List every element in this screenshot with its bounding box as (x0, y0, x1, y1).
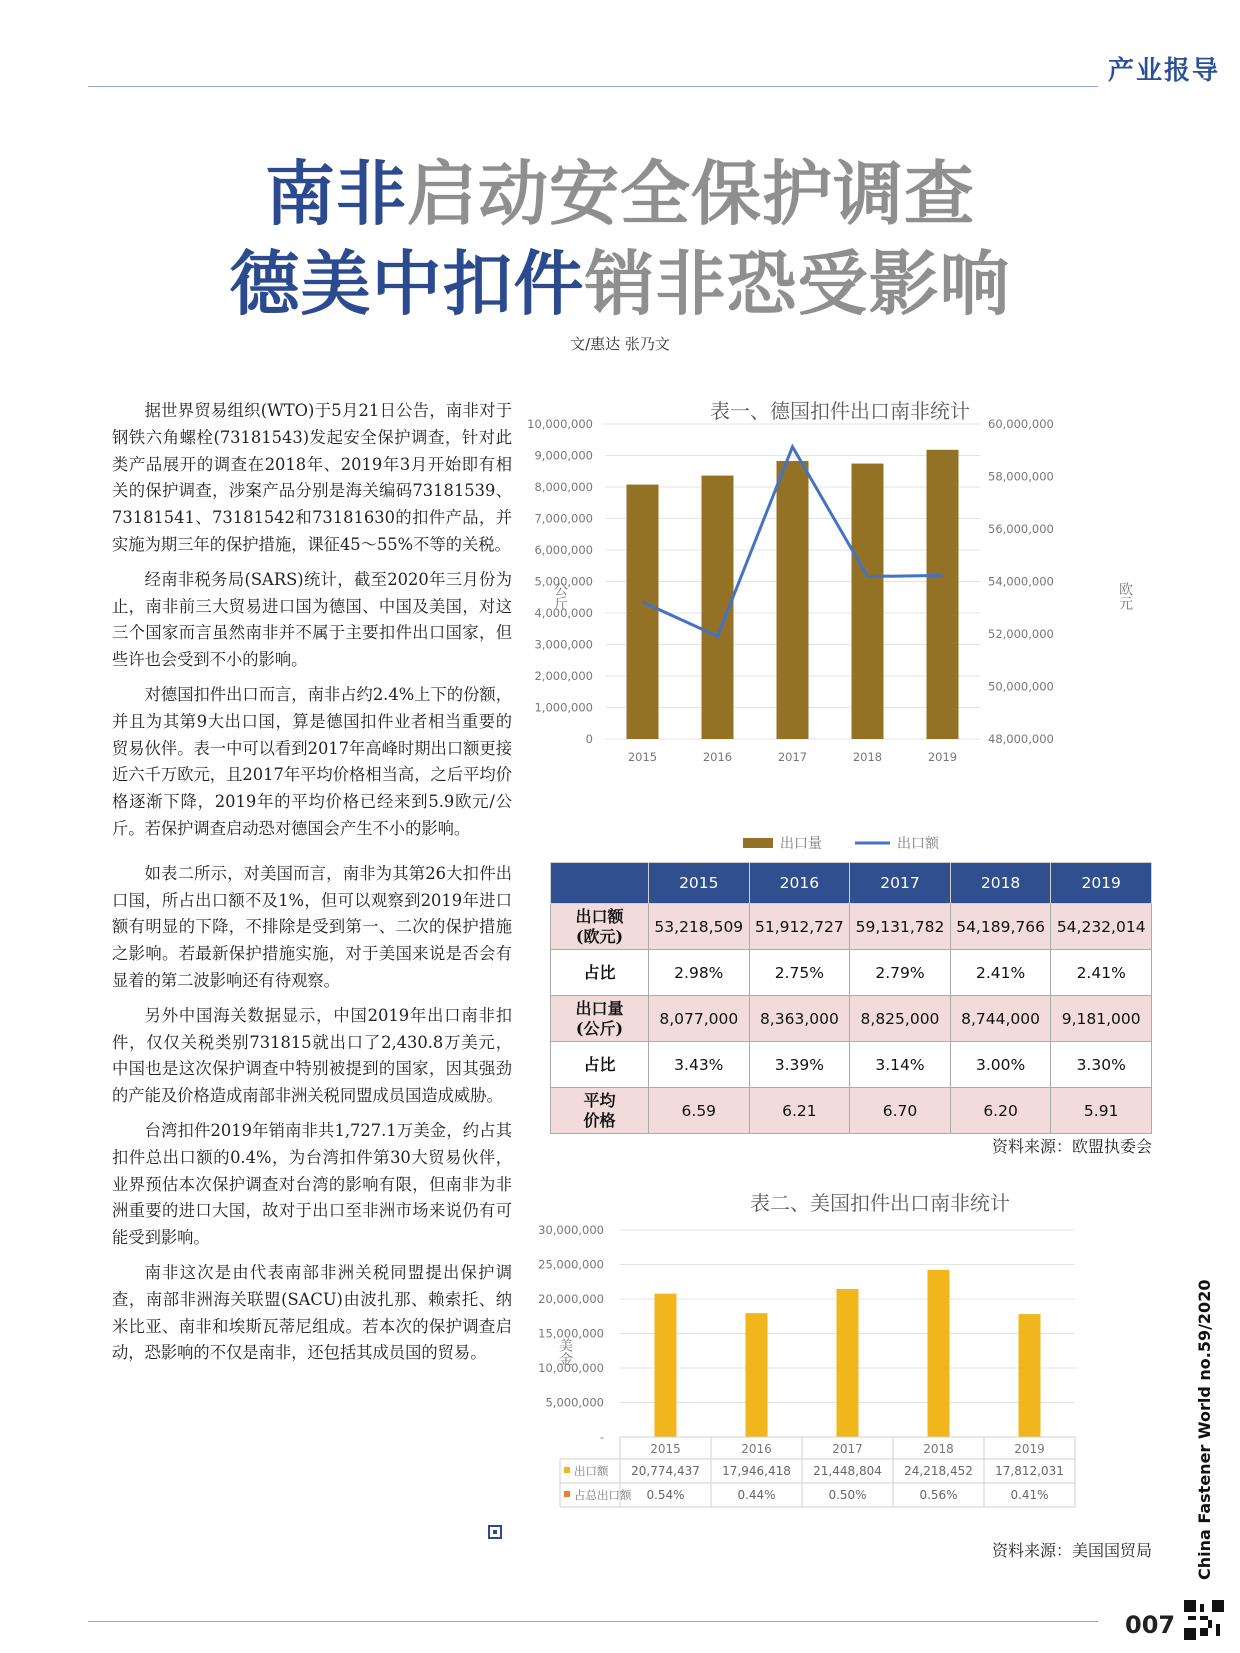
article-paragraph: 南非这次是由代表南部非洲关税同盟提出保护调查，南部非洲海关联盟(SACU)由波扎那、赖索托、纳米比亚、南非和埃斯瓦蒂尼组成。若本次的保护调查启动，恐影响的不仅是南非，还包括其成员国的贸易。 (112, 1262, 512, 1363)
table-cell: 8,744,000 (950, 996, 1051, 1042)
y-tick-label: 2,000,000 (534, 669, 593, 683)
table-cell: 17,812,031 (995, 1464, 1064, 1478)
page-number: 007 (1125, 1611, 1176, 1639)
article-paragraph: 台湾扣件2019年销南非共1,727.1万美金，约占其扣件总出口额的0.4%，为台湾扣件第30大贸易伙伴，业界预估本次保护调查对台湾的影响有限，但南非为非洲重要的进口大国，故对于出口至非洲市场来说仍有可能受到影响。 (112, 1120, 512, 1248)
table-cell: 2.41% (1051, 950, 1152, 996)
headline-2-highlight: 德美中扣件 (229, 242, 585, 325)
table-cell: 3.39% (749, 1042, 850, 1088)
table-row (551, 1088, 1152, 1134)
source-note-table1: 资料来源：欧盟执委会 (991, 1137, 1152, 1156)
table-cell: 9,181,000 (1051, 996, 1152, 1042)
section-label: 产业报导 (1107, 56, 1220, 86)
y-tick-label: 4,000,000 (534, 606, 593, 620)
table-cell: 3.14% (850, 1042, 951, 1088)
table-corner (551, 863, 649, 904)
headline-line-1 (0, 138, 1240, 239)
x-tick-label: 2018 (852, 750, 883, 764)
y-tick-label: 10,000,000 (538, 1361, 604, 1375)
article-paragraph: 另外中国海关数据显示，中国2019年出口南非扣件，仅仅关税类别731815就出口了2,430.8万美元，中国也是这次保护调查中特别被提到的国家，因其强劲的产能及价格造成南部非洲关税同盟成员国造成威胁。 (112, 1005, 512, 1106)
bar-us-export-value (655, 1294, 677, 1437)
y-tick-label: 8,000,000 (534, 480, 593, 494)
table-cell: 6.59 (649, 1088, 750, 1134)
table-cell: 0.54% (646, 1488, 685, 1502)
y-tick-label: 7,000,000 (534, 511, 593, 526)
x-tick-label: 2017 (832, 1442, 863, 1456)
table-header-row (551, 863, 1152, 904)
table-cell: 0.50% (828, 1488, 867, 1502)
table-col-header: 2018 (950, 863, 1051, 904)
footer-rule (88, 1621, 1098, 1622)
x-tick-label: 2019 (927, 750, 958, 764)
x-tick-label: 2015 (627, 750, 658, 764)
table-col-header: 2015 (649, 863, 750, 904)
y2-tick-label: 60,000,000 (988, 417, 1054, 431)
table-row (551, 1042, 1152, 1088)
bar-us-export-value (746, 1313, 768, 1437)
y2-tick-label: 48,000,000 (988, 732, 1054, 746)
y-tick-label: 6,000,000 (534, 543, 593, 557)
table-row (551, 904, 1152, 950)
table-cell: 0.44% (737, 1488, 776, 1502)
article-paragraph: 据世界贸易组织(WTO)于5月21日公告，南非对于钢铁六角螺栓(73181543)发起安全保护调查，针对此类产品展开的调查在2018年、2019年3月开始即有相关的保护调查，涉案产品分别是海关编码73181539、73181541、73181542和73181630的扣件产品，并实施为期三年的保护措施，课征45～55%不等的关税。 (112, 401, 512, 554)
table-cell: 6.20 (950, 1088, 1051, 1134)
chart-us-exports (538, 1180, 1170, 1530)
legend-bar-swatch (743, 838, 773, 848)
chart2-ylabel: 美金 (557, 1338, 573, 1366)
bar-export-volume (777, 461, 809, 739)
table-cell: 3.30% (1051, 1042, 1152, 1088)
article-body (112, 398, 512, 1375)
y-tick-label: - (599, 1430, 604, 1444)
table-cell: 59,131,782 (850, 904, 951, 950)
table-row-label: 占总出口额 (574, 1488, 632, 1502)
legend-bar-label: 出口量 (780, 836, 822, 852)
table-cell: 2.79% (850, 950, 951, 996)
legend-swatch (564, 1467, 570, 1473)
chart2-title: 表二、美国扣件出口南非统计 (750, 1191, 1010, 1215)
legend-line-label: 出口额 (897, 836, 939, 852)
legend-swatch (564, 1491, 570, 1497)
y-tick-label: 30,000,000 (538, 1223, 604, 1237)
x-tick-label: 2019 (1014, 1442, 1045, 1456)
byline: 文/惠达 张乃文 (570, 335, 670, 353)
chart-germany-exports (527, 392, 1190, 857)
table-cell: 51,912,727 (749, 904, 850, 950)
table-cell: 0.41% (1010, 1488, 1049, 1502)
article-paragraph: 如表二所示，对美国而言，南非为其第26大扣件出口国，所占出口额不及1%，但可以观察到2019年进口额有明显的下降，不排除是受到第一、二次的保护措施之影响。若最新保护措施实施，对于美国来说是否会有显着的第二波影响还有待观察。 (112, 863, 512, 990)
x-tick-label: 2016 (702, 750, 733, 764)
table-cell: 21,448,804 (813, 1464, 882, 1478)
end-mark-icon (488, 1525, 502, 1539)
table-cell: 2.98% (649, 950, 750, 996)
table-cell: 54,189,766 (950, 904, 1051, 950)
article-paragraph: 对德国扣件出口而言，南非占约2.4%上下的份额，并且为其第9大出口国，算是德国扣件业者相当重要的贸易伙伴。表一中可以看到2017年高峰时期出口额更接近六千万欧元，且2017年平均价格相当高，之后平均价格逐渐下降，2019年的平均价格已经来到5.9欧元/公斤。若保护调查启动恐对德国会产生不小的影响。 (112, 684, 512, 838)
table-row (551, 950, 1152, 996)
y-tick-label: 20,000,000 (538, 1292, 604, 1306)
bar-us-export-value (928, 1270, 950, 1437)
y-tick-label: 10,000,000 (527, 417, 593, 431)
chart1-title: 表一、德国扣件出口南非统计 (710, 399, 970, 423)
table-cell: 8,077,000 (649, 996, 750, 1042)
y2-tick-label: 56,000,000 (988, 522, 1054, 536)
y-tick-label: 25,000,000 (538, 1257, 604, 1272)
y-tick-label: 9,000,000 (534, 448, 593, 463)
table-cell: 3.00% (950, 1042, 1051, 1088)
y-tick-label: 0 (585, 732, 593, 746)
x-tick-label: 2016 (741, 1442, 772, 1456)
table-row-label: 出口额 (欧元) (551, 904, 649, 950)
table-cell: 5.91 (1051, 1088, 1152, 1134)
y-tick-label: 1,000,000 (534, 700, 593, 715)
headline-1-rest: 启动安全保护调查 (407, 152, 975, 235)
y-tick-label: 5,000,000 (545, 1395, 604, 1410)
table-row-label: 出口量 (公斤) (551, 996, 649, 1042)
table-cell: 8,825,000 (850, 996, 951, 1042)
table-row-label: 占比 (551, 1042, 649, 1088)
y-tick-label: 15,000,000 (538, 1326, 604, 1341)
chart1-ylabel: 公斤 (552, 582, 568, 610)
header-rule (88, 86, 1098, 87)
y2-tick-label: 50,000,000 (988, 679, 1054, 694)
y2-tick-label: 52,000,000 (988, 627, 1054, 641)
y2-tick-label: 58,000,000 (988, 469, 1054, 484)
y-tick-label: 3,000,000 (534, 637, 593, 652)
table-cell: 0.56% (919, 1488, 958, 1502)
table-col-header: 2019 (1051, 863, 1152, 904)
table-cell: 3.43% (649, 1042, 750, 1088)
table-cell: 17,946,418 (722, 1464, 791, 1478)
bar-export-volume (927, 450, 959, 739)
y2-tick-label: 54,000,000 (988, 574, 1054, 589)
table-col-header: 2017 (850, 863, 951, 904)
headline-1-highlight: 南非 (265, 152, 407, 235)
y-tick-label: 5,000,000 (534, 574, 593, 589)
table-cell: 2.75% (749, 950, 850, 996)
x-tick-label: 2017 (777, 750, 808, 764)
article-paragraph: 经南非税务局(SARS)统计，截至2020年三月份为止，南非前三大贸易进口国为德国、中国及美国，对这三个国家而言虽然南非并不属于主要扣件出口国家，但些许也会受到不小的影响。 (112, 569, 512, 670)
bar-us-export-value (837, 1289, 859, 1437)
table-row-label: 出口额 (574, 1464, 609, 1478)
table-cell: 6.21 (749, 1088, 850, 1134)
table-cell: 2.41% (950, 950, 1051, 996)
germany-stats-table (550, 862, 1152, 1134)
table-cell: 53,218,509 (649, 904, 750, 950)
table-row-label: 平均 价格 (551, 1088, 649, 1134)
table-row-label: 占比 (551, 950, 649, 996)
bar-export-volume (627, 485, 659, 739)
table-cell: 20,774,437 (631, 1464, 700, 1478)
journal-name: China Fastener World no.59/2020 (1195, 1279, 1214, 1580)
qr-code-icon (1184, 1600, 1224, 1640)
x-tick-label: 2018 (923, 1442, 954, 1456)
chart1-y2label: 欧元 (1117, 582, 1133, 610)
table-row (551, 996, 1152, 1042)
table-cell: 54,232,014 (1051, 904, 1152, 950)
table-cell: 24,218,452 (904, 1464, 973, 1478)
table-col-header: 2016 (749, 863, 850, 904)
bar-us-export-value (1019, 1314, 1041, 1437)
headline-2-rest: 销非恐受影响 (584, 242, 1011, 325)
table-cell: 8,363,000 (749, 996, 850, 1042)
table-cell: 6.70 (850, 1088, 951, 1134)
source-note-chart2: 资料来源：美国国贸局 (991, 1541, 1152, 1560)
x-tick-label: 2015 (650, 1442, 681, 1456)
headline-line-2 (0, 228, 1240, 329)
bar-export-volume (852, 464, 884, 739)
